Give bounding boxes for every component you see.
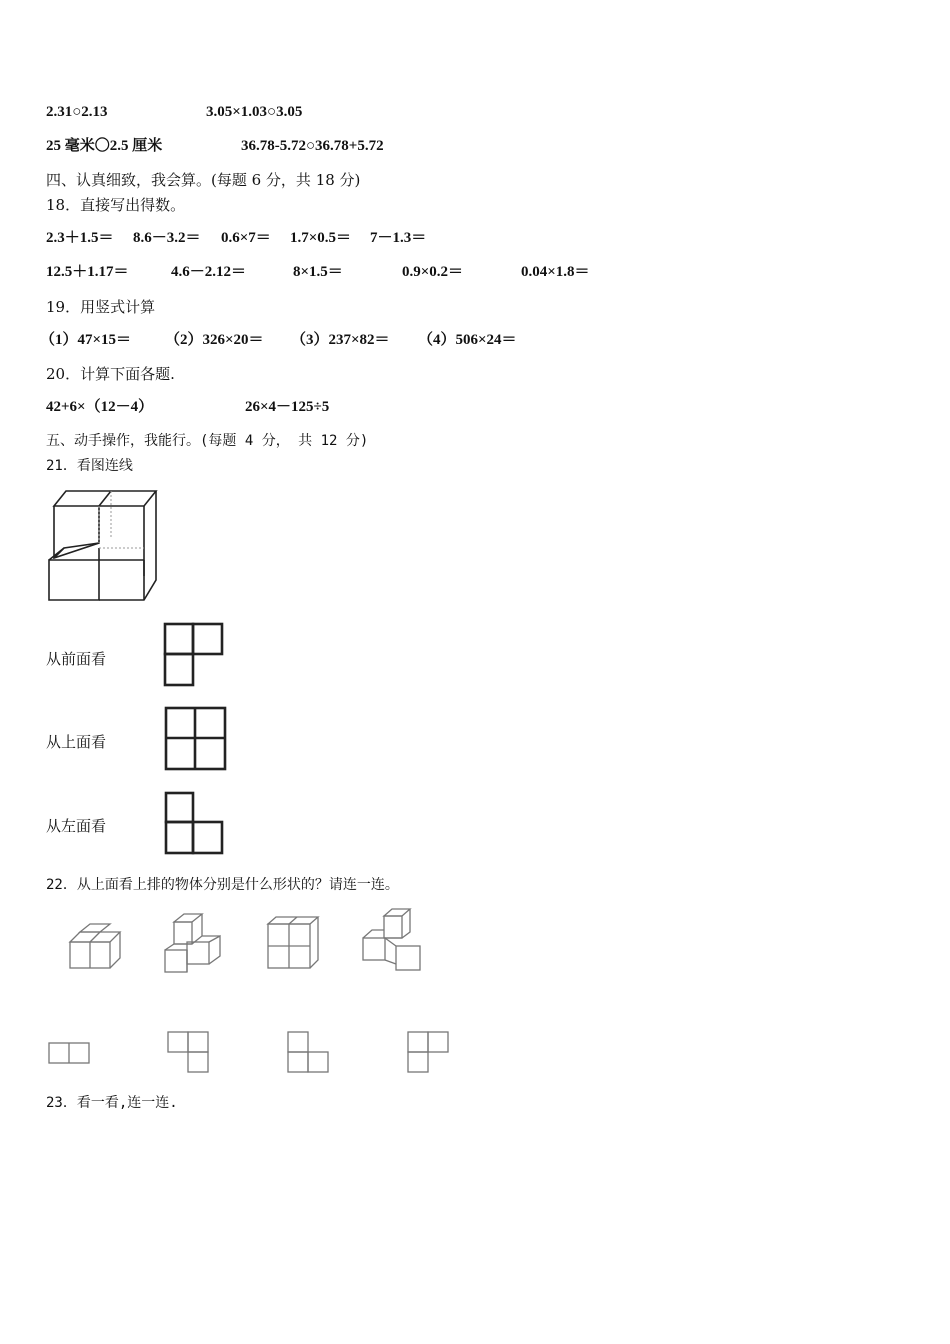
q18-item: 8.6－3.2＝ <box>133 230 201 246</box>
section4-title: 四、认真细致，我会算。(每题 6 分，共 18 分) <box>46 171 361 189</box>
q22-topview-1 <box>44 1038 94 1068</box>
q18-item: 4.6－2.12＝ <box>171 264 247 280</box>
q19-item: （1）47×15＝ <box>40 332 132 348</box>
view-label-front: 从前面看 <box>46 650 107 668</box>
q19-item: （2）326×20＝ <box>165 332 264 348</box>
q22-topview-4 <box>402 1028 454 1078</box>
q22-object-1 <box>62 920 128 976</box>
q19-item: （4）506×24＝ <box>418 332 517 348</box>
q21-title: 21．看图连线 <box>46 458 133 474</box>
q22-object-3 <box>262 912 326 976</box>
view-label-top: 从上面看 <box>46 733 107 751</box>
compare-row1-b: 3.05×1.03○3.05 <box>206 104 303 120</box>
q18-item: 2.3＋1.5＝ <box>46 230 114 246</box>
compare-row1-a: 2.31○2.13 <box>46 104 108 120</box>
view-label-left: 从左面看 <box>46 817 107 835</box>
q18-item: 0.04×1.8＝ <box>521 264 590 280</box>
q23-title: 23．看一看,连一连. <box>46 1095 178 1111</box>
q22-title: 22．从上面看上排的物体分别是什么形状的？请连一连。 <box>46 877 399 893</box>
q18-item: 0.9×0.2＝ <box>402 264 464 280</box>
q18-title: 18．直接写出得数。 <box>46 196 186 214</box>
q18-item: 1.7×0.5＝ <box>290 230 352 246</box>
q21-solid-figure <box>42 488 162 608</box>
q22-object-4 <box>356 904 426 976</box>
section5-title: 五、动手操作，我能行。(每题 4 分， 共 12 分) <box>46 433 369 449</box>
q19-item: （3）237×82＝ <box>291 332 390 348</box>
left-view-shape <box>160 788 230 858</box>
top-view-shape <box>160 703 232 775</box>
q18-item: 0.6×7＝ <box>221 230 271 246</box>
q20-item: 42+6×（12－4） <box>46 399 154 415</box>
q20-item: 26×4－125÷5 <box>245 399 330 415</box>
q18-item: 8×1.5＝ <box>293 264 343 280</box>
q18-item: 12.5＋1.17＝ <box>46 264 129 280</box>
q20-title: 20．计算下面各题. <box>46 365 175 383</box>
compare-row2-a: 25 毫米〇2.5 厘米 <box>46 138 163 154</box>
q18-item: 7－1.3＝ <box>370 230 427 246</box>
front-view-shape <box>160 620 230 690</box>
q19-title: 19．用竖式计算 <box>46 298 156 316</box>
compare-row2-b: 36.78-5.72○36.78+5.72 <box>241 138 384 154</box>
q22-object-2 <box>158 910 228 976</box>
q22-topview-3 <box>282 1028 334 1078</box>
q22-topview-2 <box>162 1028 214 1078</box>
